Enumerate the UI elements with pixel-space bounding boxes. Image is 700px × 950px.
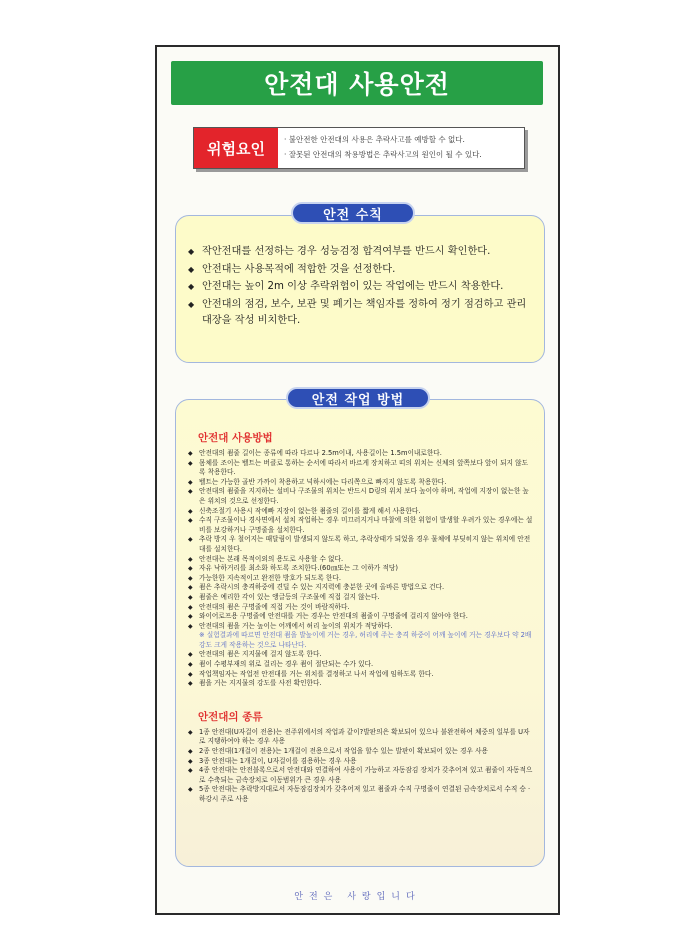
diamond-bullet-icon: ◆ (188, 613, 193, 621)
list-item: ◆ 자유 낙하거리를 최소화 하도록 조치한다.(60㎝또는 그 이하가 적당) (188, 564, 398, 573)
list-item: ◆ 안전대의 죔줄을 지지하는 설비나 구조물의 위치는 반드시 D링의 위치 보다 높이야 하며, 작업에 지장이 없는한 높은 위치의 것으로 선정한다. (188, 487, 529, 505)
work-method-content (188, 430, 534, 805)
diamond-bullet-icon: ◆ (188, 767, 193, 775)
list-item: ◆ 와이어로프용 구명줄에 안전대를 거는 경우는 안전대의 죔줄이 구명줄에 걸리지 않아야 한다. (188, 612, 468, 621)
diamond-bullet-icon: ◆ (188, 517, 193, 525)
list-item: ◆ 안전대는 본래 목적이외의 용도로 사용할 수 없다. (188, 554, 344, 563)
diamond-bullet-icon: ◆ (188, 555, 193, 563)
diamond-bullet-icon: ◆ (188, 478, 193, 486)
usage-list-continued (188, 650, 534, 688)
diamond-bullet-icon: ◆ (188, 264, 195, 274)
list-item: ◆ 안전대의 죔줄 길이는 종류에 따라 다르나 2.5m이내, 사용길이는 1.5m이내로한다. (188, 449, 442, 457)
diamond-bullet-icon: ◆ (188, 574, 193, 582)
usage-note: ※ 실험결과에 따르면 안전대 죔을 발높이에 거는 경우, 허리에 주는 충격 하중이 어깨 높이에 거는 경우보다 약 2배 강도 크게 작용하는 것으로 나타난다. (199, 631, 532, 649)
diamond-bullet-icon: ◆ (188, 661, 193, 669)
safety-rules-panel (175, 215, 545, 363)
list-item: ◆ 가능한한 지속적이고 완전한 방호가 되도록 한다. (188, 573, 341, 582)
diamond-bullet-icon: ◆ (188, 622, 193, 630)
usage-section-title: 안전대 사용방법 (198, 432, 273, 444)
diamond-bullet-icon: ◆ (188, 680, 193, 688)
list-item: ◆ 2종 안전대(1개걸이 전용)는 1개걸이 전용으로서 작업을 할수 있는 발판이 확보되어 있는 경우 사용 (188, 747, 488, 756)
rule-item: ◆ 안전대의 점검, 보수, 보관 및 폐기는 책임자를 정하여 정기 점검하고 관리대장을 작성 비치한다. (188, 297, 536, 330)
page-title: 안전대 사용안전 (171, 61, 543, 105)
list-item: ◆ 안전대의 죔은 구명줄에 직접 거는 것이 바람직하다. (188, 602, 350, 611)
work-method-heading: 안전 작업 방법 (286, 387, 430, 409)
safety-rules-list (188, 244, 536, 331)
list-item: ◆ 안전대의 죔은 지지물에 걸지 않도록 한다. (188, 650, 322, 659)
types-list (188, 728, 534, 805)
poster (155, 45, 560, 915)
hazard-item: · 잘못된 안전대의 착용방법은 추락사고의 원인이 될 수 있다. (284, 150, 482, 159)
rule-item: ◆ 안전대는 높이 2m 이상 추락위험이 있는 작업에는 반드시 착용한다. (188, 279, 536, 296)
work-method-panel (175, 399, 545, 867)
diamond-bullet-icon: ◆ (188, 459, 193, 467)
list-item: ◆ 4종 안전대는 안전블록으로서 안전대와 연결하여 사용이 가능하고 자동잠김 장치가 갖추어져 있고 죔줄이 자동적으로 수축되는 금속장치로 이동범위가 큰 경우 사용 (188, 766, 533, 784)
diamond-bullet-icon: ◆ (188, 450, 193, 457)
types-section-title: 안전대의 종류 (198, 710, 263, 723)
list-item: ◆ 벨트는 가능한 골반 가까이 착용하고 넉하시에는 다리쪽으로 빠지지 않도록 착용한다. (188, 477, 447, 486)
list-item: ◆ 5종 안전대는 추락방지대로서 자동잠김장치가 갖추어져 있고 죔줄과 수직 구명줄이 연결된 금속장치로서 수직 승 · 하강시 주로 사용 (188, 785, 531, 803)
hazard-item: · 불안전한 안전대의 사용은 추락사고를 예방할 수 없다. (284, 135, 465, 144)
diamond-bullet-icon: ◆ (188, 593, 193, 601)
diamond-bullet-icon: ◆ (188, 786, 193, 794)
hazard-label: 위험요인 (194, 128, 278, 168)
diamond-bullet-icon: ◆ (188, 584, 193, 592)
list-item: ◆ 수직 구조물이나 경사면에서 설치 작업하는 경우 미끄러지거나 마찰에 의한 위험이 발생할 우려가 있는 경우에는 설비를 보강하거나 구명줄을 설치한다. (188, 516, 533, 534)
list-item: ◆ 3종 안전대는 1개걸이, U자걸이를 겸용하는 경우 사용 (188, 756, 357, 765)
list-item: ◆ 죔을 거는 지지물의 강도를 사전 확인한다. (188, 679, 322, 688)
diamond-bullet-icon: ◆ (188, 603, 193, 611)
diamond-bullet-icon: ◆ (188, 299, 195, 309)
diamond-bullet-icon: ◆ (188, 536, 193, 544)
list-item: ◆ 안전대의 죔을 거는 높이는 어깨에서 허리 높이의 위치가 적당하다. (188, 621, 393, 630)
diamond-bullet-icon: ◆ (188, 670, 193, 678)
list-item: ◆ 죔줄은 예리한 각이 있는 앵글등의 구조물에 직접 걸지 않는다. (188, 592, 380, 601)
diamond-bullet-icon: ◆ (188, 748, 193, 756)
hazard-list (278, 128, 524, 168)
diamond-bullet-icon: ◆ (188, 488, 193, 496)
rule-item: ◆ 작안전대를 선정하는 경우 성능검정 합격여부를 반드시 확인한다. (188, 244, 536, 261)
list-item: ◆ 추락 방지 우 철어지는 때달림이 발생되지 않도록 하고, 추락상태가 되었을 경우 물체에 부딪히지 않는 위치에 안전대를 설치한다. (188, 535, 531, 553)
rule-item: ◆ 안전대는 사용목적에 적합한 것을 선정한다. (188, 262, 536, 279)
list-item: ◆ 죔은 추락시의 충격하중에 견딜 수 있는 지지력에 충분한 곳에 올바른 방법으로 건다. (188, 583, 445, 592)
list-item: ◆ 1종 안전대(U자걸이 전용)는 전주위에서의 작업과 같이?발판의은 확보되어 있으나 불완전하여 체중의 일부를 U자로 지탱하여야 하는 경우 사용 (188, 727, 530, 746)
list-item: ◆ 몸체를 조이는 벨트는 버클로 통하는 순서에 따라서 바르게 장치하고 띠의 위치는 신체의 앞쪽보다 앞이 되지 않도록 착용한다. (188, 458, 529, 477)
diamond-bullet-icon: ◆ (188, 247, 195, 256)
list-item: ◆ 작업책임자는 작업전 안전대를 거는 위치를 결정하고 나서 작업에 임하도록 한다. (188, 669, 434, 678)
diamond-bullet-icon: ◆ (188, 507, 193, 515)
list-item: ◆ 신축조절기 사용시 작에빠 지장이 없는한 죔줄의 길이를 짧게 해서 사용한다. (188, 506, 421, 515)
list-item: ◆ 죔이 수평부재의 위로 걸리는 경우 죔이 절단되는 수가 있다. (188, 660, 374, 669)
diamond-bullet-icon: ◆ (188, 565, 193, 573)
safety-rules-heading: 안전 수칙 (291, 202, 415, 224)
hazard-box (193, 127, 525, 169)
diamond-bullet-icon: ◆ (188, 728, 193, 736)
diamond-bullet-icon: ◆ (188, 651, 193, 659)
usage-list (188, 449, 534, 631)
diamond-bullet-icon: ◆ (188, 282, 195, 291)
footer-slogan: 안전은 사랑입니다 (294, 892, 421, 902)
diamond-bullet-icon: ◆ (188, 757, 193, 765)
